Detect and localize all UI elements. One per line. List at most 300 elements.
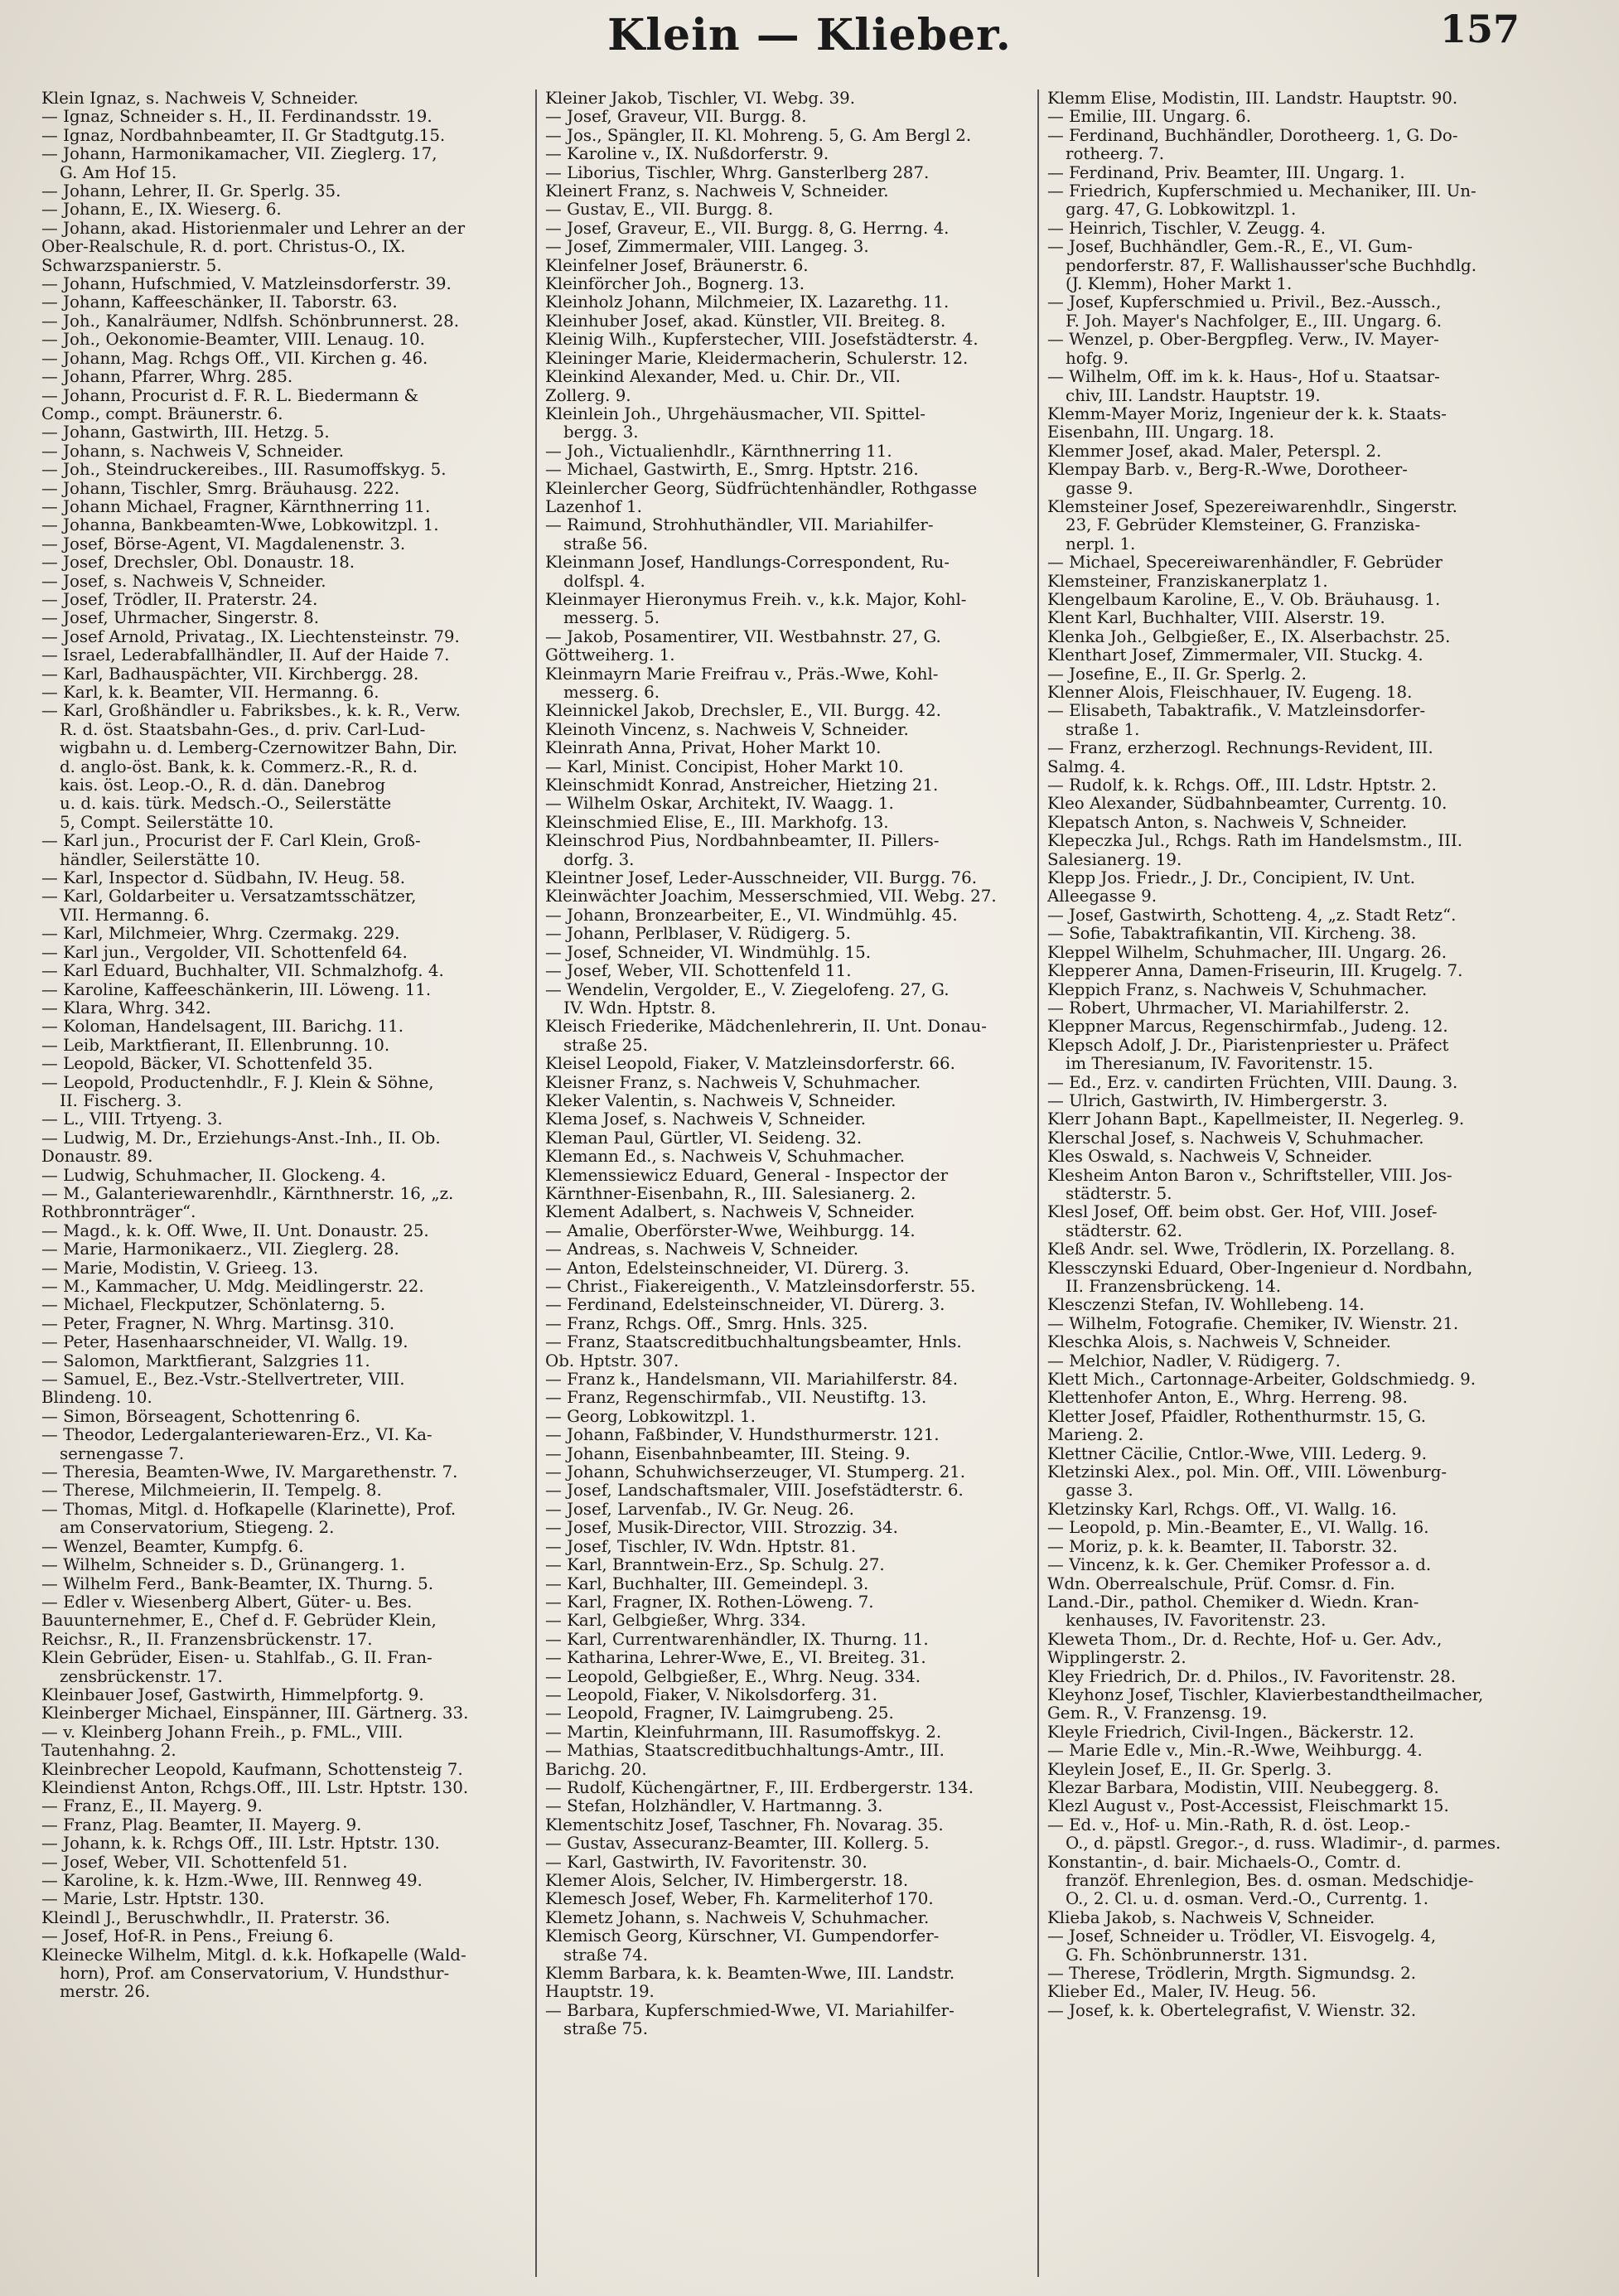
directory-entry: R. d. öst. Staatsbahn-Ges., d. priv. Carl-Lud-: [60, 720, 426, 739]
directory-entry: Klesczenzi Stefan, IV. Wohllebeng. 14.: [1047, 1296, 1365, 1315]
directory-entry: Kleppel Wilhelm, Schuhmacher, III. Ungarg. 26.: [1047, 943, 1447, 962]
directory-entry: — Karl Eduard, Buchhalter, VII. Schmalzhofg. 4.: [41, 962, 444, 981]
directory-entry: Reichsr., R., II. Franzensbrückenstr. 17.: [41, 1630, 373, 1649]
directory-entry: Klepeczka Jul., Rchgs. Rath im Handelsmstm., III.: [1047, 832, 1463, 851]
directory-entry: pendorferstr. 87, F. Wallishausser'sche Buchhdlg.: [1066, 256, 1476, 275]
directory-entry: — Barbara, Kupferschmied-Wwe, VI. Mariahilfer-: [545, 2001, 954, 2020]
directory-entry: Kleinmayrn Marie Freifrau v., Präs.-Wwe, Kohl-: [545, 665, 939, 684]
directory-entry: Kley Friedrich, Dr. d. Philos., IV. Favoritenstr. 28.: [1047, 1667, 1456, 1686]
directory-entry: — Ludwig, M. Dr., Erziehungs-Anst.-Inh., II. Ob.: [41, 1129, 441, 1148]
column-3: [1037, 89, 1539, 2277]
directory-entry: — Edler v. Wiesenberg Albert, Güter- u. Bes.: [41, 1593, 413, 1612]
directory-entry: Kleinwächter Joachim, Messerschmied, VII. Webg. 27.: [545, 887, 997, 906]
directory-entry: — Franz, erzherzogl. Rechnungs-Revident, III.: [1047, 739, 1433, 758]
directory-entry: Zollerg. 9.: [545, 386, 631, 405]
directory-entry: — Theodor, Ledergalanteriewaren-Erz., VI. Ka-: [41, 1426, 433, 1445]
page-number: 157: [1439, 7, 1520, 51]
directory-entry: — Martin, Kleinfuhrmann, III. Rasumoffskyg. 2.: [545, 1723, 942, 1742]
directory-entry: — Liborius, Tischler, Whrg. Gansterlberg 287.: [545, 163, 930, 182]
directory-entry: Kleinbrecher Leopold, Kaufmann, Schottensteig 7.: [41, 1760, 463, 1779]
directory-entry: — M., Galanteriewarenhdlr., Kärnthnerstr. 16, „z.: [41, 1184, 454, 1203]
directory-entry: Kleinberger Michael, Einspänner, III. Gärtnerg. 33.: [41, 1704, 469, 1723]
directory-entry: — Leib, Marktfierant, II. Ellenbrunng. 10.: [41, 1036, 390, 1055]
directory-entry: — Johann, Lehrer, II. Gr. Sperlg. 35.: [41, 182, 341, 201]
directory-entry: Eisenbahn, III. Ungarg. 18.: [1047, 423, 1274, 442]
directory-entry: — Leopold, p. Min.-Beamter, E., VI. Wallg. 16.: [1047, 1519, 1429, 1538]
directory-entry: — Leopold, Bäcker, VI. Schottenfeld 35.: [41, 1055, 373, 1074]
directory-entry: — Karl, Buchhalter, III. Gemeindepl. 3.: [545, 1574, 869, 1593]
directory-entry: — Magd., k. k. Off. Wwe, II. Unt. Donaustr. 25.: [41, 1221, 429, 1240]
directory-entry: — Josef, Gastwirth, Schotteng. 4, „z. Stadt Retz“.: [1047, 906, 1457, 925]
directory-entry: — Ignaz, Nordbahnbeamter, II. Gr Stadtgutg.15.: [41, 126, 446, 145]
directory-entry: — Johann, s. Nachweis V, Schneider.: [41, 442, 345, 461]
directory-entry: Klenner Alois, Fleischhauer, IV. Eugeng. 18.: [1047, 684, 1413, 702]
directory-entry: — Gustav, E., VII. Burgg. 8.: [545, 201, 774, 220]
directory-entry: — Marie, Harmonikaerz., VII. Zieglerg. 28.: [41, 1240, 399, 1259]
directory-entry: — Franz, E., II. Mayerg. 9.: [41, 1797, 263, 1816]
directory-entry: — Ed., Erz. v. candirten Früchten, VIII. Daung. 3.: [1047, 1073, 1458, 1092]
directory-entry: merstr. 26.: [60, 1983, 151, 2002]
directory-entry: — Koloman, Handelsagent, III. Barichg. 11.: [41, 1017, 404, 1037]
directory-entry: Kärnthner-Eisenbahn, R., III. Salesianerg. 2.: [545, 1184, 916, 1203]
directory-entry: G. Am Hof 15.: [60, 163, 177, 182]
directory-entry: gasse 3.: [1066, 1482, 1133, 1501]
directory-entry: — Karl, Fragner, IX. Rothen-Löweng. 7.: [545, 1593, 874, 1612]
directory-entry: Kleinbauer Josef, Gastwirth, Himmelpfortg. 9.: [41, 1685, 424, 1704]
directory-entry: — Ignaz, Schneider s. H., II. Ferdinandsstr. 19.: [41, 108, 433, 127]
directory-entry: — Karl, Currentwarenhändler, IX. Thurng. 11.: [545, 1630, 929, 1649]
directory-entry: — Johann, Bronzearbeiter, E., VI. Windmühlg. 45.: [545, 906, 958, 925]
directory-entry: Kletter Josef, Pfaidler, Rothenthurmstr. 15, G.: [1047, 1407, 1427, 1426]
directory-entry: — Joh., Kanalräumer, Ndlfsh. Schönbrunnerst. 28.: [41, 312, 459, 331]
directory-entry: — Johanna, Bankbeamten-Wwe, Lobkowitzpl. 1.: [41, 516, 439, 535]
directory-entry: Tautenhahng. 2.: [41, 1742, 176, 1761]
directory-entry: Kleindl J., Beruschwhdlr., II. Praterstr. 36.: [41, 1908, 390, 1927]
directory-entry: — Thomas, Mitgl. d. Hofkapelle (Klarinette), Prof.: [41, 1500, 457, 1519]
directory-entry: — Johann, Perlblaser, V. Rüdigerg. 5.: [545, 925, 851, 944]
directory-entry: straße 75.: [563, 2020, 649, 2039]
directory-entry: — L., VIII. Trtyeng. 3.: [41, 1110, 223, 1129]
directory-entry: — Johann, Mag. Rchgs Off., VII. Kirchen g. 46.: [41, 349, 428, 368]
directory-entry: — Wenzel, p. Ober-Bergpfleg. Verw., IV. Mayer-: [1047, 331, 1439, 350]
directory-entry: — Josef, Buchhändler, Gem.-R., E., VI. Gum-: [1047, 238, 1413, 257]
directory-entry: Kleinholz Johann, Milchmeier, IX. Lazarethg. 11.: [545, 293, 950, 312]
directory-entry: Klesl Josef, Off. beim obst. Ger. Hof, VIII. Josef-: [1047, 1203, 1438, 1222]
directory-entry: — Johann, Schuhwichserzeuger, VI. Stumperg. 21.: [545, 1463, 966, 1482]
directory-entry: zensbrückenstr. 17.: [60, 1667, 223, 1686]
directory-entry: wigbahn u. d. Lemberg-Czernowitzer Bahn, Dir.: [60, 739, 458, 758]
directory-entry: — Melchior, Nadler, V. Rüdigerg. 7.: [1047, 1351, 1341, 1370]
directory-entry: Rothbronnträger“.: [41, 1203, 196, 1222]
directory-entry: messerg. 6.: [563, 684, 660, 702]
directory-entry: rotheerg. 7.: [1066, 145, 1165, 164]
directory-entry: — Franz, Staatscreditbuchhaltungsbeamter, Hnls.: [545, 1333, 962, 1352]
directory-entry: — Raimund, Strohhuthändler, VII. Mariahilfer-: [545, 516, 934, 535]
directory-entry: Klent Karl, Buchhalter, VIII. Alserstr. 19.: [1047, 609, 1385, 628]
directory-entry: Kleinrath Anna, Privat, Hoher Markt 10.: [545, 739, 882, 758]
directory-entry: — Christ., Fiakereigenth., V. Matzleinsdorferstr. 55.: [545, 1278, 976, 1296]
directory-entry: — Leopold, Fiaker, V. Nikolsdorferg. 31.: [545, 1685, 877, 1704]
directory-entry: — Heinrich, Tischler, V. Zeugg. 4.: [1047, 219, 1327, 238]
directory-entry: — Josef, Kupferschmied u. Privil., Bez.-Aussch.,: [1047, 293, 1442, 312]
directory-entry: — Vincenz, k. k. Ger. Chemiker Professor a. d.: [1047, 1556, 1432, 1575]
directory-entry: — Ulrich, Gastwirth, IV. Himbergerstr. 3.: [1047, 1091, 1388, 1110]
directory-entry: Kleppich Franz, s. Nachweis V, Schuhmacher.: [1047, 980, 1428, 999]
directory-entry: Klepperer Anna, Damen-Friseurin, III. Krugelg. 7.: [1047, 962, 1463, 981]
directory-entry: Kleinmann Josef, Handlungs-Correspondent, Ru-: [545, 553, 950, 573]
page-header: [0, 0, 1619, 75]
directory-entry: — Samuel, E., Bez.-Vstr.-Stellvertreter, VIII.: [41, 1370, 405, 1390]
directory-entry: — Johann, E., IX. Wieserg. 6.: [41, 201, 282, 220]
directory-entry: dolfspl. 4.: [563, 572, 645, 591]
directory-entry: Klemer Alois, Selcher, IV. Himbergerstr. 18.: [545, 1872, 909, 1890]
directory-entry: Wdn. Oberrealschule, Prüf. Comsr. d. Fin.: [1047, 1574, 1395, 1593]
directory-entry: Bauunternehmer, E., Chef d. F. Gebrüder Klein,: [41, 1612, 437, 1631]
directory-entry: Kleinig Wilh., Kupferstecher, VIII. Josefstädterstr. 4.: [545, 331, 979, 350]
directory-entry: — Karl jun., Procurist der F. Carl Klein, Groß-: [41, 832, 421, 851]
directory-entry: — Johann Michael, Fragner, Kärnthnerring 11.: [41, 497, 431, 516]
directory-entry: — Karl, Branntwein-Erz., Sp. Schulg. 27.: [545, 1556, 885, 1575]
directory-entry: — Karl jun., Vergolder, VII. Schottenfeld 64.: [41, 943, 408, 962]
directory-entry: Kleo Alexander, Südbahnbeamter, Currentg. 10.: [1047, 795, 1447, 814]
directory-entry: — Michael, Fleckputzer, Schönlaterng. 5.: [41, 1296, 386, 1315]
directory-entry: — Josef, Schneider u. Trödler, VI. Eisvogelg. 4,: [1047, 1927, 1437, 1946]
directory-entry: d. anglo-öst. Bank, k. k. Commerz.-R., R. d.: [60, 757, 418, 776]
directory-entry: Kleylein Josef, E., II. Gr. Sperlg. 3.: [1047, 1760, 1332, 1779]
directory-entry: — Rudolf, Küchengärtner, F., III. Erdbergerstr. 134.: [545, 1778, 974, 1797]
directory-entry: Göttweiherg. 1.: [545, 646, 675, 665]
directory-entry: — Leopold, Gelbgießer, E., Whrg. Neug. 334.: [545, 1667, 921, 1686]
directory-entry: Hauptstr. 19.: [545, 1983, 655, 2002]
directory-entry: — Marie, Modistin, V. Grieeg. 13.: [41, 1259, 319, 1278]
directory-entry: — Jos., Spängler, II. Kl. Mohreng. 5, G. Am Bergl 2.: [545, 126, 972, 145]
directory-entry: — Theresia, Beamten-Wwe, IV. Margarethenstr. 7.: [41, 1463, 458, 1482]
directory-entry: — Josef Arnold, Privatag., IX. Liechtensteinstr. 79.: [41, 627, 460, 646]
directory-entry: straße 74.: [563, 1946, 649, 1965]
directory-entry: — Josef, Zimmermaler, VIII. Langeg. 3.: [545, 238, 869, 257]
directory-entry: Marieng. 2.: [1047, 1426, 1144, 1445]
directory-entry: — Robert, Uhrmacher, VI. Mariahilferstr. 2.: [1047, 998, 1410, 1017]
directory-entry: Ober-Realschule, R. d. port. Christus-O., IX.: [41, 238, 406, 257]
directory-entry: Kleweta Thom., Dr. d. Rechte, Hof- u. Ger. Adv.,: [1047, 1630, 1443, 1649]
directory-entry: Klemm Elise, Modistin, III. Landstr. Hauptstr. 90.: [1047, 89, 1458, 108]
directory-entry: II. Franzensbrückeng. 14.: [1066, 1278, 1282, 1296]
directory-entry: Kleker Valentin, s. Nachweis V, Schneider.: [545, 1091, 896, 1110]
directory-entry: — Michael, Gastwirth, E., Smrg. Hptstr. 216.: [545, 461, 919, 480]
directory-entry: — Karl, Inspector d. Südbahn, IV. Heug. 58.: [41, 869, 406, 888]
directory-entry: Kletzinsky Karl, Rchgs. Off., VI. Wallg. 16.: [1047, 1500, 1397, 1519]
directory-entry: horn), Prof. am Conservatorium, V. Hundsthur-: [60, 1965, 450, 1984]
directory-entry: städterstr. 5.: [1066, 1184, 1172, 1203]
directory-entry: franzöf. Ehrenlegion, Bes. d. osman. Medschidje-: [1066, 1872, 1474, 1890]
directory-entry: — Josef, Tischler, IV. Wdn. Hptstr. 81.: [545, 1537, 857, 1556]
directory-entry: Klemm-Mayer Moriz, Ingenieur der k. k. Staats-: [1047, 404, 1447, 423]
directory-entry: straße 25.: [563, 1036, 649, 1055]
directory-entry: — Josef, Graveur, E., VII. Burgg. 8, G. Herrng. 4.: [545, 219, 950, 238]
directory-entry: — Klara, Whrg. 342.: [41, 998, 211, 1017]
directory-entry: — v. Kleinberg Johann Freih., p. FML., VIII.: [41, 1723, 404, 1742]
directory-entry: O., d. päpstl. Gregor.-, d. russ. Wladimir-, d. parmes.: [1066, 1834, 1501, 1854]
directory-entry: — Karl, Großhändler u. Fabriksbes., k. k. R., Verw.: [41, 702, 461, 721]
directory-entry: u. d. kais. türk. Medsch.-O., Seilerstätte: [60, 795, 392, 814]
directory-entry: — Josef, Uhrmacher, Singerstr. 8.: [41, 609, 320, 628]
directory-entry: im Theresianum, IV. Favoritenstr. 15.: [1066, 1055, 1374, 1074]
directory-entry: nerpl. 1.: [1066, 534, 1136, 553]
directory-entry: — Johann, Procurist d. F. R. L. Biedermann &: [41, 386, 419, 405]
directory-entry: Klemesch Josef, Weber, Fh. Karmeliterhof 170.: [545, 1890, 934, 1909]
directory-entry: straße 56.: [563, 534, 649, 553]
directory-columns: [33, 89, 1541, 2277]
directory-entry: — M., Kammacher, U. Mdg. Meidlingerstr. 22.: [41, 1278, 424, 1296]
directory-entry: Gem. R., V. Franzensg. 19.: [1047, 1704, 1268, 1723]
directory-entry: Ob. Hptstr. 307.: [545, 1351, 679, 1370]
directory-entry: — Sofie, Tabaktrafikantin, VII. Kircheng. 38.: [1047, 925, 1417, 944]
directory-entry: messerg. 5.: [563, 609, 660, 628]
directory-entry: — Ludwig, Schuhmacher, II. Glockeng. 4.: [41, 1166, 386, 1185]
directory-entry: — Stefan, Holzhändler, V. Hartmanng. 3.: [545, 1797, 883, 1816]
directory-entry: — Leopold, Fragner, IV. Laimgrubeng. 25.: [545, 1704, 894, 1723]
directory-entry: Kleinhuber Josef, akad. Künstler, VII. Breiteg. 8.: [545, 312, 946, 331]
directory-entry: — Josef, s. Nachweis V, Schneider.: [41, 572, 326, 591]
directory-entry: — Peter, Hasenhaarschneider, VI. Wallg. 19.: [41, 1333, 408, 1352]
directory-entry: — Josefine, E., II. Gr. Sperlg. 2.: [1047, 665, 1307, 684]
directory-entry: — Johann, Faßbinder, V. Hundsthurmerstr. 121.: [545, 1426, 940, 1445]
directory-entry: Kles Oswald, s. Nachweis V, Schneider.: [1047, 1148, 1373, 1167]
directory-entry: — Ed. v., Hof- u. Min.-Rath, R. d. öst. Leop.-: [1047, 1815, 1410, 1834]
directory-entry: Kleß Andr. sel. Wwe, Trödlerin, IX. Porzellang. 8.: [1047, 1240, 1456, 1259]
directory-entry: Lazenhof 1.: [545, 497, 642, 516]
directory-entry: — Wilhelm Ferd., Bank-Beamter, IX. Thurng. 5.: [41, 1574, 434, 1593]
directory-entry: — Josef, Weber, VII. Schottenfeld 11.: [545, 962, 852, 981]
directory-entry: Klemmer Josef, akad. Maler, Peterspl. 2.: [1047, 442, 1382, 461]
directory-entry: — Therese, Trödlerin, Mrgth. Sigmundsg. 2.: [1047, 1965, 1417, 1984]
directory-entry: hofg. 9.: [1066, 349, 1129, 368]
directory-entry: Kleinschrod Pius, Nordbahnbeamter, II. Pillers-: [545, 832, 940, 851]
column-1: [33, 89, 535, 2277]
directory-entry: Klementschitz Josef, Taschner, Fh. Novarag. 35.: [545, 1815, 944, 1834]
directory-entry: Klengelbaum Karoline, E., V. Ob. Bräuhausg. 1.: [1047, 590, 1441, 609]
directory-entry: Kletzinski Alex., pol. Min. Off., VIII. Löwenburg-: [1047, 1463, 1447, 1482]
directory-entry: Kleisel Leopold, Fiaker, V. Matzleinsdorferstr. 66.: [545, 1055, 955, 1074]
directory-entry: Kleisch Friederike, Mädchenlehrerin, II. Unt. Donau-: [545, 1017, 987, 1037]
directory-entry: Barichg. 20.: [545, 1760, 647, 1779]
directory-entry: Kleiner Jakob, Tischler, VI. Webg. 39.: [545, 89, 856, 108]
directory-entry: G. Fh. Schönbrunnerstr. 131.: [1066, 1946, 1308, 1965]
directory-entry: — Friedrich, Kupferschmied u. Mechaniker, III. Un-: [1047, 182, 1476, 201]
directory-entry: — Ferdinand, Buchhändler, Dorotheerg. 1, G. Do-: [1047, 126, 1458, 145]
directory-entry: Klema Josef, s. Nachweis V, Schneider.: [545, 1110, 867, 1129]
directory-entry: — Josef, Weber, VII. Schottenfeld 51.: [41, 1853, 348, 1872]
directory-entry: Kleinnickel Jakob, Drechsler, E., VII. Burgg. 42.: [545, 702, 941, 721]
directory-entry: Kleinlein Joh., Uhrgehäusmacher, VII. Spittel-: [545, 404, 925, 423]
directory-entry: Salmg. 4.: [1047, 757, 1126, 776]
directory-entry: — Karl, Gelbgießer, Whrg. 334.: [545, 1612, 806, 1631]
directory-entry: Klenthart Josef, Zimmermaler, VII. Stuckg. 4.: [1047, 646, 1423, 665]
directory-entry: — Karl, Minist. Concipist, Hoher Markt 10.: [545, 757, 904, 776]
directory-entry: — Moriz, p. k. k. Beamter, II. Taborstr. 32.: [1047, 1537, 1398, 1556]
directory-entry: — Josef, Hof-R. in Pens., Freiung 6.: [41, 1927, 334, 1946]
directory-entry: F. Joh. Mayer's Nachfolger, E., III. Ungarg. 6.: [1066, 312, 1443, 331]
directory-entry: — Josef, Graveur, VII. Burgg. 8.: [545, 108, 807, 127]
directory-entry: Kleinoth Vincenz, s. Nachweis V, Schneider.: [545, 720, 909, 739]
directory-entry: Kleisner Franz, s. Nachweis V, Schuhmacher.: [545, 1073, 921, 1092]
directory-entry: — Franz, Regenschirmfab., VII. Neustiftg. 13.: [545, 1389, 927, 1408]
directory-entry: kais. öst. Leop.-O., R. d. dän. Danebrog: [60, 776, 385, 795]
directory-entry: Wipplingerstr. 2.: [1047, 1649, 1186, 1668]
directory-entry: Klettner Cäcilie, Cntlor.-Wwe, VIII. Lederg. 9.: [1047, 1444, 1428, 1463]
directory-entry: Land.-Dir., pathol. Chemiker d. Wiedn. Kran-: [1047, 1593, 1419, 1612]
directory-entry: Klieber Ed., Maler, IV. Heug. 56.: [1047, 1983, 1317, 2002]
directory-entry: — Marie, Lstr. Hptstr. 130.: [41, 1890, 265, 1909]
directory-entry: Kleinecke Wilhelm, Mitgl. d. k.k. Hofkapelle (Wald-: [41, 1946, 466, 1965]
directory-entry: Klemsteiner, Franziskanerplatz 1.: [1047, 572, 1328, 591]
directory-entry: — Wilhelm, Fotografie. Chemiker, IV. Wienstr. 21.: [1047, 1314, 1459, 1333]
directory-entry: — Katharina, Lehrer-Wwe, E., VI. Breiteg. 31.: [545, 1649, 926, 1668]
directory-entry: Klessczynski Eduard, Ober-Ingenieur d. Nordbahn,: [1047, 1259, 1473, 1278]
directory-entry: Klesheim Anton Baron v., Schriftsteller, VIII. Jos-: [1047, 1166, 1452, 1185]
directory-entry: — Josef, Trödler, II. Praterstr. 24.: [41, 590, 318, 609]
directory-entry: Konstantin-, d. bair. Michaels-O., Comtr. d.: [1047, 1853, 1402, 1872]
directory-entry: — Therese, Milchmeierin, II. Tempelg. 8.: [41, 1482, 382, 1501]
directory-entry: — Leopold, Productenhdlr., F. J. Klein & Söhne,: [41, 1073, 434, 1092]
directory-entry: Klerschal Josef, s. Nachweis V, Schuhmacher.: [1047, 1129, 1424, 1148]
directory-entry: — Johann, Hufschmied, V. Matzleinsdorferstr. 39.: [41, 275, 452, 294]
directory-entry: städterstr. 62.: [1066, 1221, 1183, 1240]
directory-entry: Kleppner Marcus, Regenschirmfab., Judeng. 12.: [1047, 1017, 1448, 1037]
directory-entry: — Karl, Goldarbeiter u. Versatzamtsschätzer,: [41, 887, 417, 906]
directory-entry: — Josef, Börse-Agent, VI. Magdalenenstr. 3.: [41, 534, 406, 553]
directory-entry: Klepatsch Anton, s. Nachweis V, Schneider.: [1047, 813, 1408, 832]
directory-entry: — Karl, Milchmeier, Whrg. Czermakg. 229.: [41, 925, 400, 944]
directory-entry: Klemsteiner Josef, Spezereiwarenhdlr., Singerstr.: [1047, 497, 1457, 516]
directory-entry: — Joh., Victualienhdlr., Kärnthnerring 11.: [545, 442, 892, 461]
directory-entry: Kleyle Friedrich, Civil-Ingen., Bäckerstr. 12.: [1047, 1723, 1414, 1742]
directory-entry: Klemenssiewicz Eduard, General - Inspector der: [545, 1166, 949, 1185]
directory-entry: Kleinmayer Hieronymus Freih. v., k.k. Major, Kohl-: [545, 590, 967, 609]
directory-entry: — Israel, Lederabfallhändler, II. Auf der Haide 7.: [41, 646, 450, 665]
directory-entry: — Emilie, III. Ungarg. 6.: [1047, 108, 1251, 127]
directory-entry: Alleegasse 9.: [1047, 887, 1157, 906]
directory-entry: — Karl, Gastwirth, IV. Favoritenstr. 30.: [545, 1853, 867, 1872]
directory-entry: — Johann, Pfarrer, Whrg. 285.: [41, 368, 293, 387]
directory-entry: händler, Seilerstätte 10.: [60, 850, 261, 869]
directory-entry: — Johann, Kaffeeschänker, II. Taborstr. 63.: [41, 293, 398, 312]
directory-entry: — Josef, Schneider, VI. Windmühlg. 15.: [545, 943, 871, 962]
directory-entry: — Johann, akad. Historienmaler und Lehrer an der: [41, 219, 466, 238]
directory-entry: — Simon, Börseagent, Schottenring 6.: [41, 1407, 361, 1426]
directory-entry: Klezl August v., Post-Accessist, Fleischmarkt 15.: [1047, 1797, 1449, 1816]
directory-entry: — Karoline, k. k. Hzm.-Wwe, III. Rennweg 49.: [41, 1872, 423, 1890]
directory-entry: — Wilhelm, Schneider s. D., Grünangerg. 1.: [41, 1556, 406, 1575]
directory-entry: VII. Hermanng. 6.: [60, 906, 210, 925]
directory-entry: chiv, III. Landstr. Hauptstr. 19.: [1066, 386, 1321, 405]
directory-entry: Kleintner Josef, Leder-Ausschneider, VII. Burgg. 76.: [545, 869, 977, 888]
directory-entry: Klemann Ed., s. Nachweis V, Schuhmacher.: [545, 1148, 906, 1167]
directory-entry: Klezar Barbara, Modistin, VIII. Neubeggerg. 8.: [1047, 1778, 1439, 1797]
directory-entry: Klettenhofer Anton, E., Whrg. Herreng. 98.: [1047, 1389, 1408, 1408]
directory-entry: — Jakob, Posamentirer, VII. Westbahnstr. 27, G.: [545, 627, 941, 646]
directory-entry: IV. Wdn. Hptstr. 8.: [563, 998, 717, 1017]
directory-entry: am Conservatorium, Stiegeng. 2.: [60, 1519, 335, 1538]
column-2: [535, 89, 1037, 2277]
directory-entry: 5, Compt. Seilerstätte 10.: [60, 813, 274, 832]
directory-entry: — Josef, Drechsler, Obl. Donaustr. 18.: [41, 553, 355, 573]
directory-entry: — Franz, Rchgs. Off., Smrg. Hnls. 325.: [545, 1314, 868, 1333]
directory-entry: — Josef, Landschaftsmaler, VIII. Josefstädterstr. 6.: [545, 1482, 964, 1501]
directory-entry: kenhauses, IV. Favoritenstr. 23.: [1066, 1612, 1327, 1631]
directory-entry: II. Fischerg. 3.: [60, 1091, 182, 1110]
directory-entry: Kleinschmied Elise, E., III. Markhofg. 13.: [545, 813, 889, 832]
directory-entry: Kleinlercher Georg, Südfrüchtenhändler, Rothgasse: [545, 479, 978, 498]
directory-entry: — Gustav, Assecuranz-Beamter, III. Kollerg. 5.: [545, 1834, 930, 1854]
directory-entry: — Johann, Gastwirth, III. Hetzg. 5.: [41, 423, 330, 442]
directory-entry: — Karl, k. k. Beamter, VII. Hermanng. 6.: [41, 684, 379, 702]
directory-entry: — Johann, k. k. Rchgs Off., III. Lstr. Hptstr. 130.: [41, 1834, 440, 1854]
directory-entry: Kleinert Franz, s. Nachweis V, Schneider.: [545, 182, 889, 201]
directory-entry: Kleschka Alois, s. Nachweis V, Schneider.: [1047, 1333, 1391, 1352]
directory-entry: — Karoline v., IX. Nußdorferstr. 9.: [545, 145, 829, 164]
directory-entry: Kleindienst Anton, Rchgs.Off., III. Lstr. Hptstr. 130.: [41, 1778, 469, 1797]
directory-entry: — Marie Edle v., Min.-R.-Wwe, Weihburgg. 4.: [1047, 1742, 1423, 1761]
directory-entry: — Johann, Eisenbahnbeamter, III. Steing. 9.: [545, 1444, 911, 1463]
directory-entry: Klement Adalbert, s. Nachweis V, Schneider.: [545, 1203, 916, 1222]
directory-entry: Klemetz Johann, s. Nachweis V, Schuhmacher.: [545, 1908, 930, 1927]
directory-entry: (J. Klemm), Hoher Markt 1.: [1066, 275, 1293, 294]
directory-entry: — Franz, Plag. Beamter, II. Mayerg. 9.: [41, 1815, 362, 1834]
directory-entry: Donaustr. 89.: [41, 1148, 153, 1167]
directory-entry: Klenka Joh., Gelbgießer, E., IX. Alserbachstr. 25.: [1047, 627, 1451, 646]
directory-entry: Kleman Paul, Gürtler, VI. Seideng. 32.: [545, 1129, 863, 1148]
directory-entry: — Georg, Lobkowitzpl. 1.: [545, 1407, 756, 1426]
directory-entry: — Wendelin, Vergolder, E., V. Ziegelofeng. 27, G.: [545, 980, 950, 999]
directory-entry: Schwarzspanierstr. 5.: [41, 256, 222, 275]
directory-entry: — Karoline, Kaffeeschänkerin, III. Löweng. 11.: [41, 980, 432, 999]
directory-entry: garg. 47, G. Lobkowitzpl. 1.: [1066, 201, 1297, 220]
directory-entry: Klepp Jos. Friedr., J. Dr., Concipient, IV. Unt.: [1047, 869, 1416, 888]
directory-entry: — Josef, Musik-Director, VIII. Strozzig. 34.: [545, 1519, 898, 1538]
directory-entry: Klerr Johann Bapt., Kapellmeister, II. Negerleg. 9.: [1047, 1110, 1465, 1129]
running-head: Klein — Klieber.: [607, 10, 1012, 60]
directory-entry: — Ferdinand, Priv. Beamter, III. Ungarg. 1.: [1047, 163, 1405, 182]
directory-entry: — Rudolf, k. k. Rchgs. Off., III. Ldstr. Hptstr. 2.: [1047, 776, 1437, 795]
directory-entry: straße 1.: [1066, 720, 1140, 739]
directory-entry: — Salomon, Marktfierant, Salzgries 11.: [41, 1351, 370, 1370]
directory-entry: sernengasse 7.: [60, 1444, 185, 1463]
directory-entry: Klemisch Georg, Kürschner, VI. Gumpendorfer-: [545, 1927, 940, 1946]
directory-entry: — Wenzel, Beamter, Kumpfg. 6.: [41, 1537, 304, 1556]
directory-entry: Klepsch Adolf, J. Dr., Piaristenpriester u. Präfect: [1047, 1036, 1449, 1055]
directory-entry: — Anton, Edelsteinschneider, VI. Dürerg. 3.: [545, 1259, 910, 1278]
directory-entry: — Wilhelm, Off. im k. k. Haus-, Hof u. Staatsar-: [1047, 368, 1440, 387]
directory-entry: — Johann, Harmonikamacher, VII. Zieglerg. 17,: [41, 145, 437, 164]
directory-entry: Klett Mich., Cartonnage-Arbeiter, Goldschmiedg. 9.: [1047, 1370, 1476, 1390]
directory-entry: — Michael, Specereiwarenhändler, F. Gebrüder: [1047, 553, 1443, 573]
directory-entry: Blindeng. 10.: [41, 1389, 152, 1408]
directory-entry: Kleinkind Alexander, Med. u. Chir. Dr., VII.: [545, 368, 901, 387]
directory-entry: — Peter, Fragner, N. Whrg. Martinsg. 310.: [41, 1314, 394, 1333]
directory-entry: Klein Ignaz, s. Nachweis V, Schneider.: [41, 89, 359, 108]
directory-entry: — Andreas, s. Nachweis V, Schneider.: [545, 1240, 858, 1259]
directory-entry: Klieba Jakob, s. Nachweis V, Schneider.: [1047, 1908, 1375, 1927]
directory-entry: — Wilhelm Oskar, Architekt, IV. Waagg. 1.: [545, 795, 894, 814]
directory-entry: Kleinfelner Josef, Bräunerstr. 6.: [545, 256, 809, 275]
directory-entry: — Josef, k. k. Obertelegrafist, V. Wienstr. 32.: [1047, 2001, 1417, 2020]
directory-entry: Klemm Barbara, k. k. Beamten-Wwe, III. Landstr.: [545, 1965, 955, 1984]
directory-entry: Salesianerg. 19.: [1047, 850, 1182, 869]
directory-entry: — Amalie, Oberförster-Wwe, Weihburgg. 14.: [545, 1221, 916, 1240]
directory-entry: — Joh., Oekonomie-Beamter, VIII. Lenaug. 10.: [41, 331, 425, 350]
directory-entry: Kleinschmidt Konrad, Anstreicher, Hietzing 21.: [545, 776, 939, 795]
